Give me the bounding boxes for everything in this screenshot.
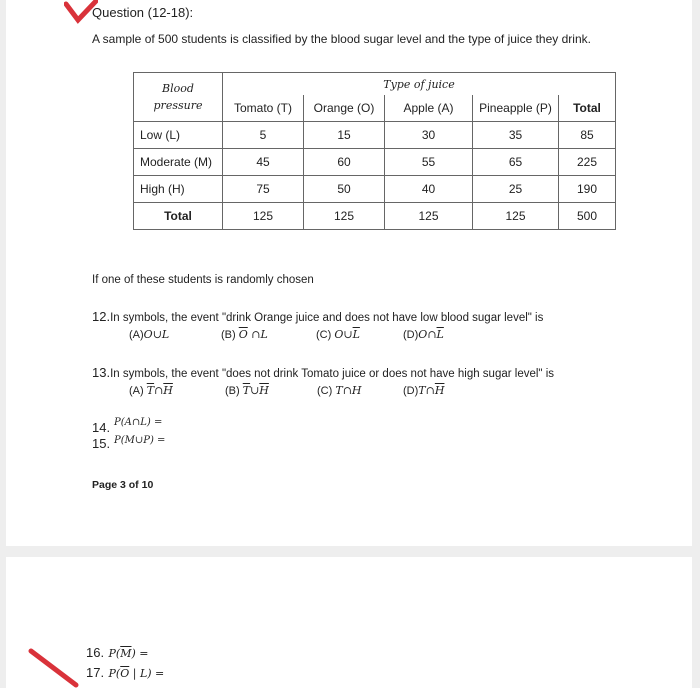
math-symbol: ∩	[154, 384, 164, 397]
probability-expression: P(M∪P) =	[114, 435, 166, 446]
q13-option-c	[317, 384, 362, 397]
question-number: 13.	[92, 365, 111, 380]
math-symbol: O	[143, 328, 153, 341]
table-cell: 190	[559, 176, 616, 203]
math-symbol: O	[334, 328, 344, 341]
option-label: (B)	[221, 329, 236, 341]
math-symbol: O	[418, 328, 428, 341]
probability-expression: P(	[108, 667, 121, 680]
juice-table	[133, 72, 616, 230]
option-label: (D)	[403, 329, 419, 341]
q13-option-b	[225, 384, 269, 397]
question-number: 12.	[92, 309, 111, 324]
question-number: 17.	[86, 665, 105, 680]
table-cell: 125	[473, 203, 559, 230]
option-label: (D)	[403, 385, 419, 397]
q12-option-a	[129, 328, 169, 341]
math-symbol: L	[161, 328, 170, 341]
document-page-4	[6, 557, 692, 688]
row-label: Total	[134, 203, 223, 230]
math-symbol: $\overline{M}$	[120, 647, 132, 660]
col-header: Apple (A)	[385, 95, 473, 122]
col-header: Orange (O)	[304, 95, 385, 122]
question-12	[92, 308, 543, 326]
problem-intro: A sample of 500 students is classified by the blood sugar level and the type of juice they drink.	[92, 32, 591, 46]
math-symbol: H	[351, 384, 362, 397]
q12-option-b	[221, 328, 268, 341]
table-row	[134, 176, 616, 203]
math-symbol: ∩	[427, 328, 437, 341]
table-cell: 125	[304, 203, 385, 230]
question-17	[86, 664, 164, 682]
random-choice-text: If one of these students is randomly chosen	[92, 274, 314, 286]
probability-expression: P(	[108, 647, 121, 660]
row-label: Low (L)	[134, 122, 223, 149]
table-cell: 25	[473, 176, 559, 203]
math-symbol: ∪	[343, 328, 353, 341]
table-cell: 60	[304, 149, 385, 176]
math-symbol: $\overline{L}$	[352, 328, 360, 341]
corner-label-pressure: pressure	[153, 99, 203, 112]
table-cell: 45	[223, 149, 304, 176]
table-cell: 55	[385, 149, 473, 176]
probability-expression: | L) =	[129, 667, 165, 680]
math-symbol: ∪	[250, 384, 260, 397]
document-page-3	[6, 0, 692, 546]
question-number: 15.	[92, 436, 111, 451]
table-row	[134, 149, 616, 176]
corner-header	[134, 73, 223, 122]
option-label: (C)	[316, 329, 332, 341]
math-symbol: T	[335, 384, 343, 397]
math-symbol: $\overline{L}$	[436, 328, 444, 341]
table-cell: 30	[385, 122, 473, 149]
q12-option-c	[316, 328, 360, 341]
probability-expression: ) =	[131, 647, 149, 660]
math-symbol: L	[260, 328, 268, 341]
table-cell: 15	[304, 122, 385, 149]
math-symbol: $\overline{T}$	[242, 384, 251, 397]
q13-option-d	[403, 384, 444, 397]
probability-expression: P(A∩L) =	[114, 417, 163, 428]
math-symbol: $\overline{H}$	[163, 384, 173, 397]
math-symbol: $\overline{O}$	[120, 667, 130, 680]
table-cell: 40	[385, 176, 473, 203]
q13-option-a	[129, 384, 173, 397]
page-number: Page 3 of 10	[92, 479, 154, 491]
option-label: (B)	[225, 385, 240, 397]
question-13	[92, 364, 554, 382]
red-checkmark-icon	[28, 645, 88, 688]
math-symbol: $\overline{O}$	[238, 328, 248, 341]
question-number: 16.	[86, 645, 105, 660]
corner-label-blood: Blood	[162, 82, 194, 95]
table-cell: 125	[385, 203, 473, 230]
question-number: 14.	[92, 420, 111, 435]
col-header: Tomato (T)	[223, 95, 304, 122]
table-cell: 35	[473, 122, 559, 149]
row-label: Moderate (M)	[134, 149, 223, 176]
math-symbol: ∩	[425, 384, 435, 397]
group-header: Type of juice	[223, 73, 616, 96]
table-row	[134, 203, 616, 230]
math-symbol: $\overline{T}$	[146, 384, 155, 397]
col-header: Pineapple (P)	[473, 95, 559, 122]
math-symbol: ∪	[152, 328, 162, 341]
option-label: (A)	[129, 385, 144, 397]
math-symbol: $\overline{H}$	[434, 384, 445, 397]
col-header: Total	[559, 95, 616, 122]
row-label: High (H)	[134, 176, 223, 203]
math-symbol: ∩	[342, 384, 352, 397]
q12-option-d	[403, 328, 444, 341]
question-header: Question (12-18):	[92, 5, 194, 20]
table-cell: 50	[304, 176, 385, 203]
table-cell: 125	[223, 203, 304, 230]
table-cell: 65	[473, 149, 559, 176]
table-cell: 85	[559, 122, 616, 149]
question-text: In symbols, the event "does not drink Tomato juice or does not have high sugar level" is	[110, 368, 555, 380]
option-label: (C)	[317, 385, 333, 397]
table-row	[134, 122, 616, 149]
table-cell: 5	[223, 122, 304, 149]
table-cell: 75	[223, 176, 304, 203]
math-symbol: $\overline{H}$	[259, 384, 269, 397]
question-16	[86, 644, 149, 662]
question-text: In symbols, the event "drink Orange juice and does not have low blood sugar level" is	[110, 312, 544, 324]
math-symbol: ∩	[247, 328, 261, 341]
math-symbol: T	[418, 384, 426, 397]
option-label: (A)	[129, 329, 144, 341]
table-cell: 225	[559, 149, 616, 176]
table-cell: 500	[559, 203, 616, 230]
